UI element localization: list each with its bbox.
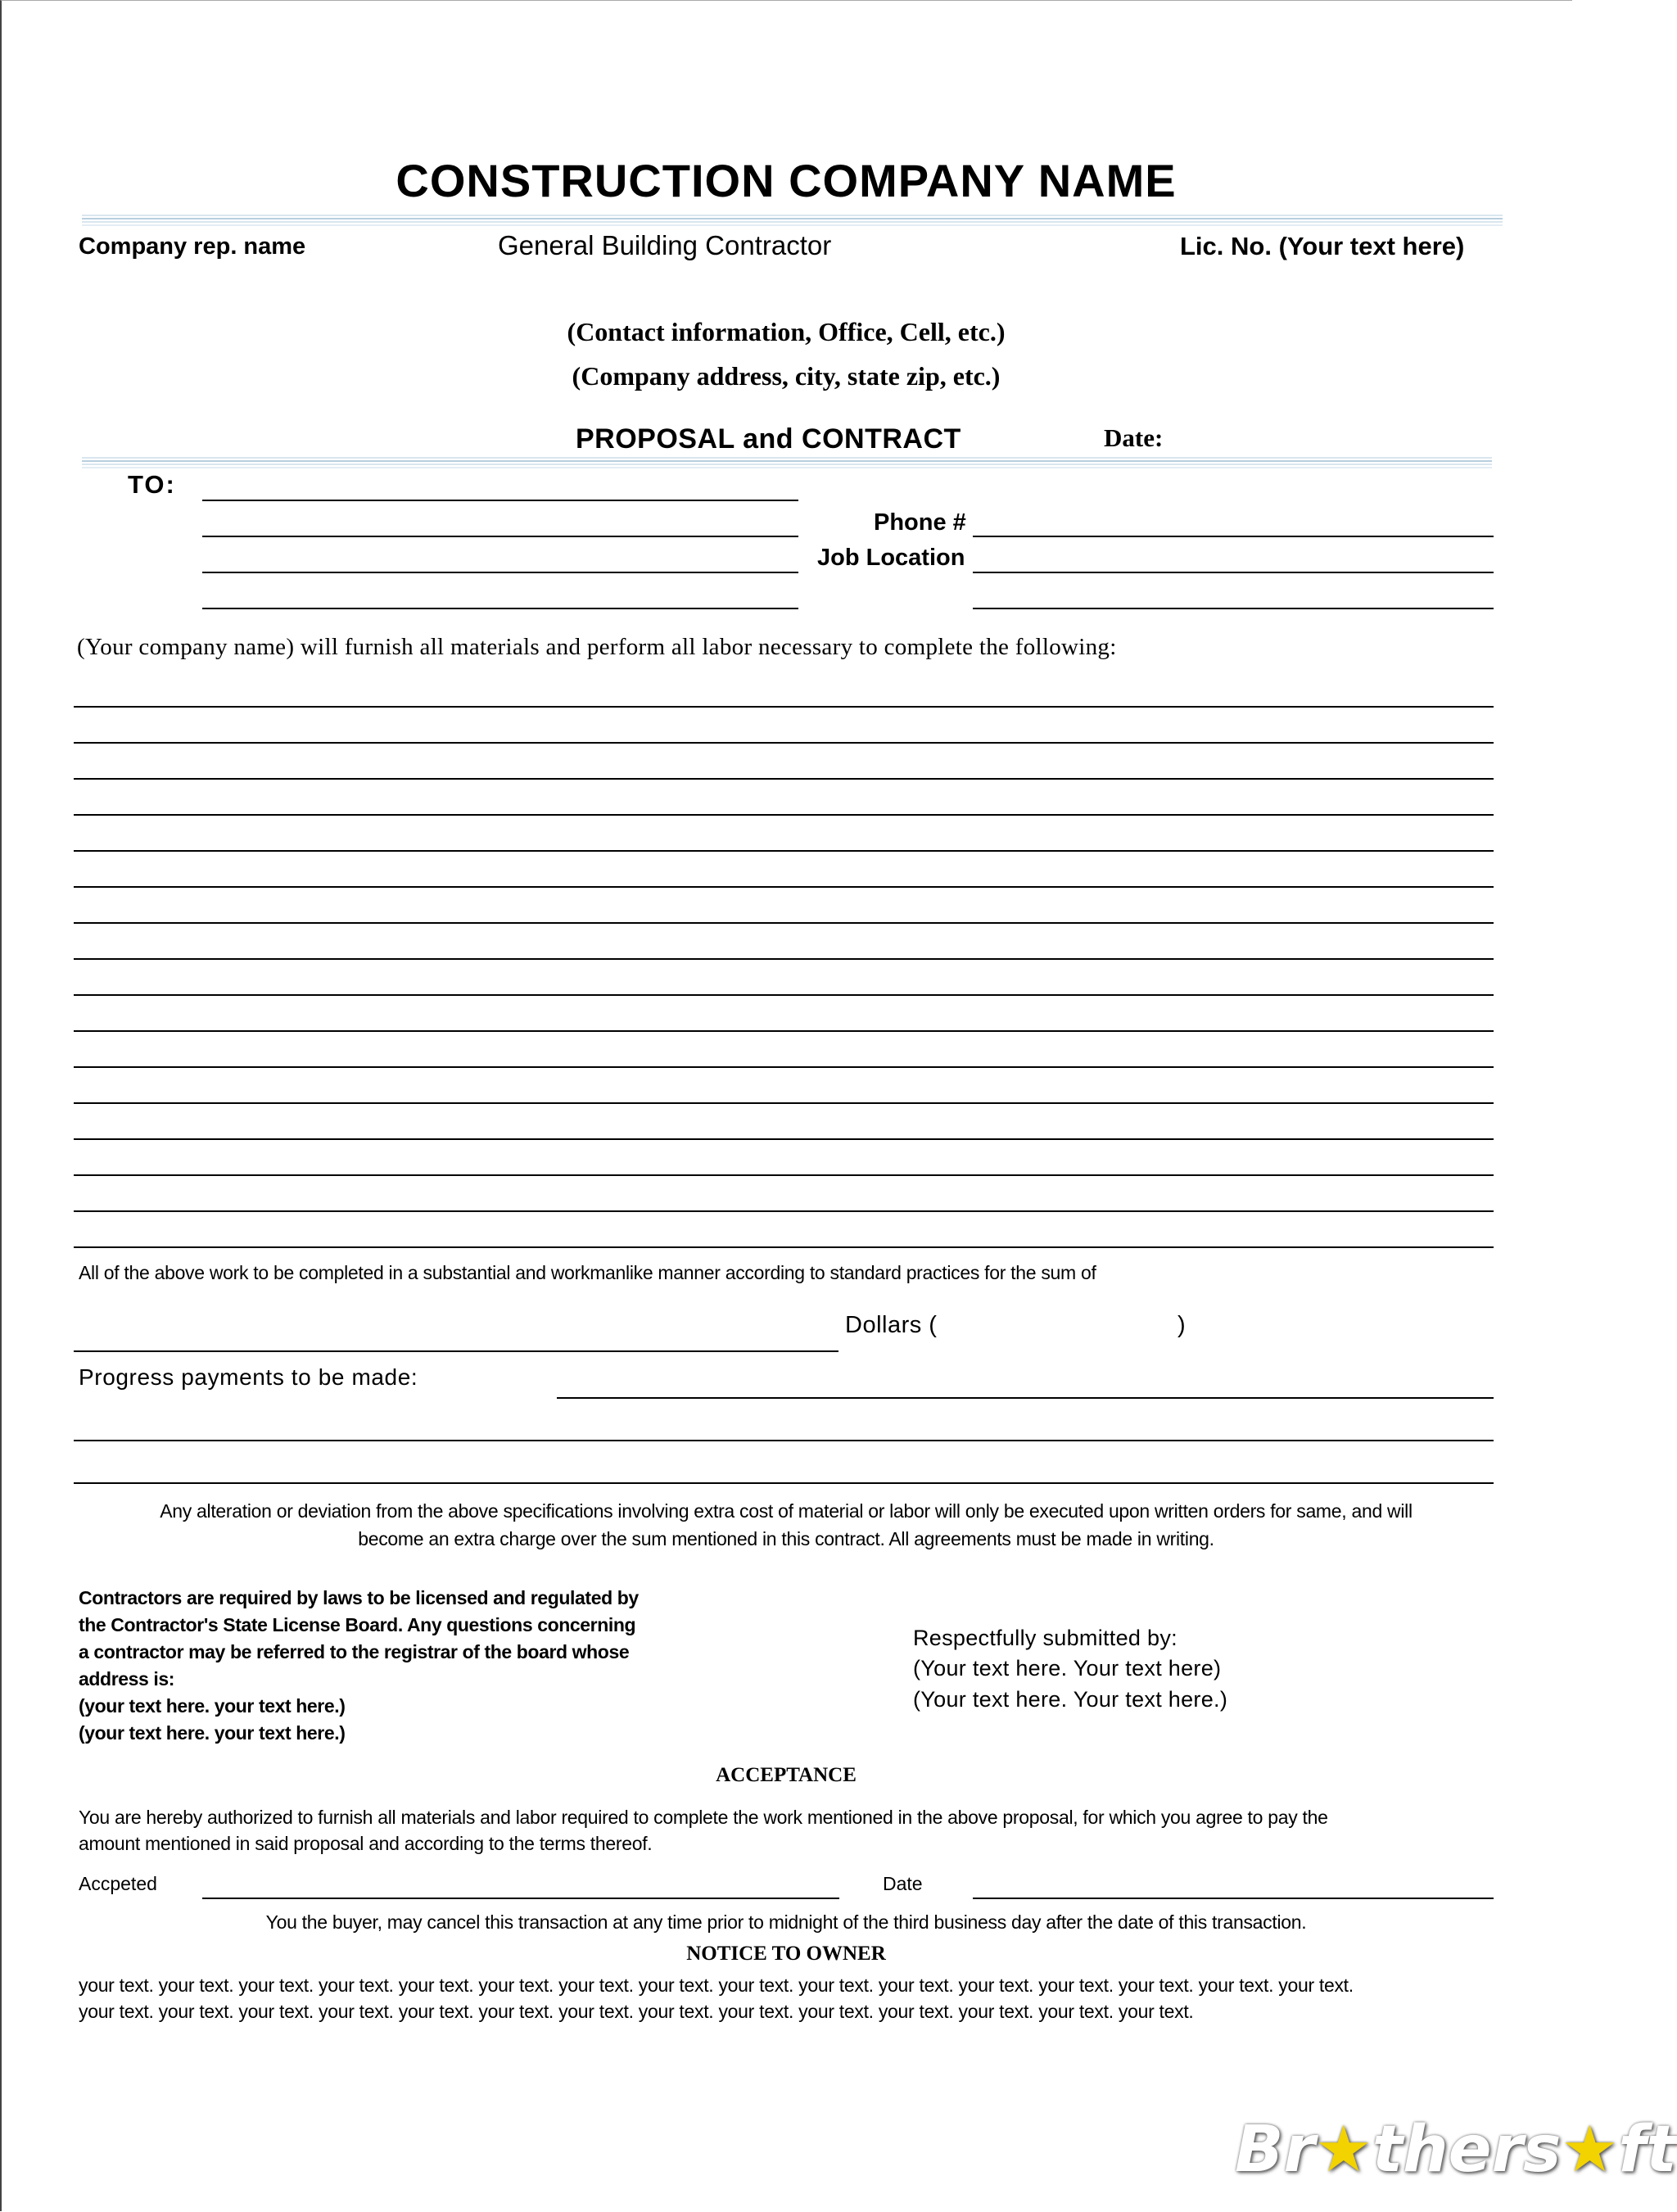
license-board-line: (your text here. your text here.)	[79, 1695, 346, 1717]
acceptance-text-2: amount mentioned in said proposal and according to the terms thereof.	[79, 1833, 653, 1854]
to-label: TO:	[128, 470, 176, 499]
job-location-line-2[interactable]	[973, 608, 1494, 609]
work-line[interactable]	[74, 814, 1494, 816]
license-board-line: (your text here. your text here.)	[79, 1722, 346, 1744]
acceptance-heading: ACCEPTANCE	[716, 1764, 857, 1786]
to-line-1[interactable]	[202, 500, 798, 501]
work-line[interactable]	[74, 922, 1494, 924]
work-line[interactable]	[74, 1246, 1494, 1248]
star-icon: ★	[1561, 2113, 1619, 2187]
work-line[interactable]	[74, 1030, 1494, 1032]
license-board-line: the Contractor's State License Board. Any questions concerning	[79, 1614, 636, 1635]
work-line[interactable]	[74, 1210, 1494, 1212]
completion-text: All of the above work to be completed in a substantial and workmanlike manner according to standard practices for the sum of	[79, 1262, 1096, 1283]
work-line[interactable]	[74, 742, 1494, 744]
rep-name: Company rep. name	[79, 233, 306, 260]
work-line[interactable]	[74, 1174, 1494, 1176]
work-line[interactable]	[74, 778, 1494, 780]
work-line[interactable]	[74, 1066, 1494, 1068]
brothersoft-logo: Br★thers★ft	[1235, 2113, 1677, 2187]
date-label: Date:	[1104, 423, 1164, 452]
work-line[interactable]	[74, 1102, 1494, 1104]
work-line[interactable]	[74, 958, 1494, 960]
submitted-label: Respectfully submitted by:	[913, 1626, 1178, 1650]
progress-label: Progress payments to be made:	[79, 1364, 418, 1390]
dollars-close: )	[1178, 1312, 1186, 1338]
work-line[interactable]	[74, 1138, 1494, 1140]
alteration-text-2: become an extra charge over the sum mentioned in this contract. All agreements must be made in writing.	[358, 1528, 1214, 1549]
accepted-label: Accpeted	[79, 1873, 157, 1894]
to-line-2[interactable]	[202, 536, 798, 537]
dollars-label: Dollars (	[845, 1312, 938, 1338]
work-line[interactable]	[74, 886, 1494, 888]
contractor-type: General Building Contractor	[498, 230, 832, 260]
progress-line-2[interactable]	[74, 1440, 1494, 1441]
to-line-4[interactable]	[202, 608, 798, 609]
license-number: Lic. No. (Your text here)	[1180, 232, 1465, 260]
job-location-label: Job Location	[817, 545, 965, 571]
cancel-text: You the buyer, may cancel this transaction at any time prior to midnight of the third business day after the date of this transaction.	[265, 1911, 1307, 1933]
to-line-3[interactable]	[202, 572, 798, 573]
acceptance-date-line[interactable]	[973, 1898, 1494, 1899]
progress-line[interactable]	[557, 1397, 1494, 1399]
phone-line[interactable]	[973, 536, 1494, 537]
phone-label: Phone #	[874, 509, 966, 536]
contact-info: (Contact information, Office, Cell, etc.)	[567, 317, 1006, 346]
job-location-line[interactable]	[973, 572, 1494, 573]
work-intro: (Your company name) will furnish all materials and perform all labor necessary to complete the following:	[77, 634, 1117, 660]
sum-line[interactable]	[74, 1350, 838, 1352]
company-name: CONSTRUCTION COMPANY NAME	[396, 155, 1177, 206]
notice-heading: NOTICE TO OWNER	[686, 1943, 886, 1965]
work-line[interactable]	[74, 994, 1494, 996]
license-board-line: address is:	[79, 1668, 175, 1690]
work-line[interactable]	[74, 850, 1494, 852]
header-rule-top	[82, 215, 1503, 226]
acceptance-text-1: You are hereby authorized to furnish all materials and labor required to complete the work mentioned in the above proposal, for which you agree to pay the	[79, 1807, 1328, 1828]
accepted-signature-line[interactable]	[202, 1898, 839, 1899]
license-board-line: a contractor may be referred to the registrar of the board whose	[79, 1641, 630, 1662]
progress-line-3[interactable]	[74, 1482, 1494, 1484]
submitted-line-2: (Your text here. Your text here.)	[913, 1687, 1228, 1712]
work-line[interactable]	[74, 706, 1494, 708]
submitted-line-1: (Your text here. Your text here)	[913, 1656, 1222, 1680]
license-board-line: Contractors are required by laws to be licensed and regulated by	[79, 1587, 639, 1608]
alteration-text-1: Any alteration or deviation from the above specifications involving extra cost of material or labor will only be executed upon written orders for same, and will	[160, 1500, 1413, 1522]
notice-text-2: your text. your text. your text. your text. your text. your text. your text. your text. your text. your text. your text. your text. your text. your text.	[79, 2001, 1194, 2022]
star-icon: ★	[1314, 2113, 1372, 2187]
header-rule-bottom	[82, 457, 1492, 468]
notice-text-1: your text. your text. your text. your text. your text. your text. your text. your text. your text. your text. your text. your text. your text. your text. your text. your text.	[79, 1975, 1354, 1996]
acceptance-date-label: Date	[883, 1873, 923, 1894]
doc-title: PROPOSAL and CONTRACT	[576, 423, 961, 455]
company-address: (Company address, city, state zip, etc.)	[572, 361, 1001, 391]
